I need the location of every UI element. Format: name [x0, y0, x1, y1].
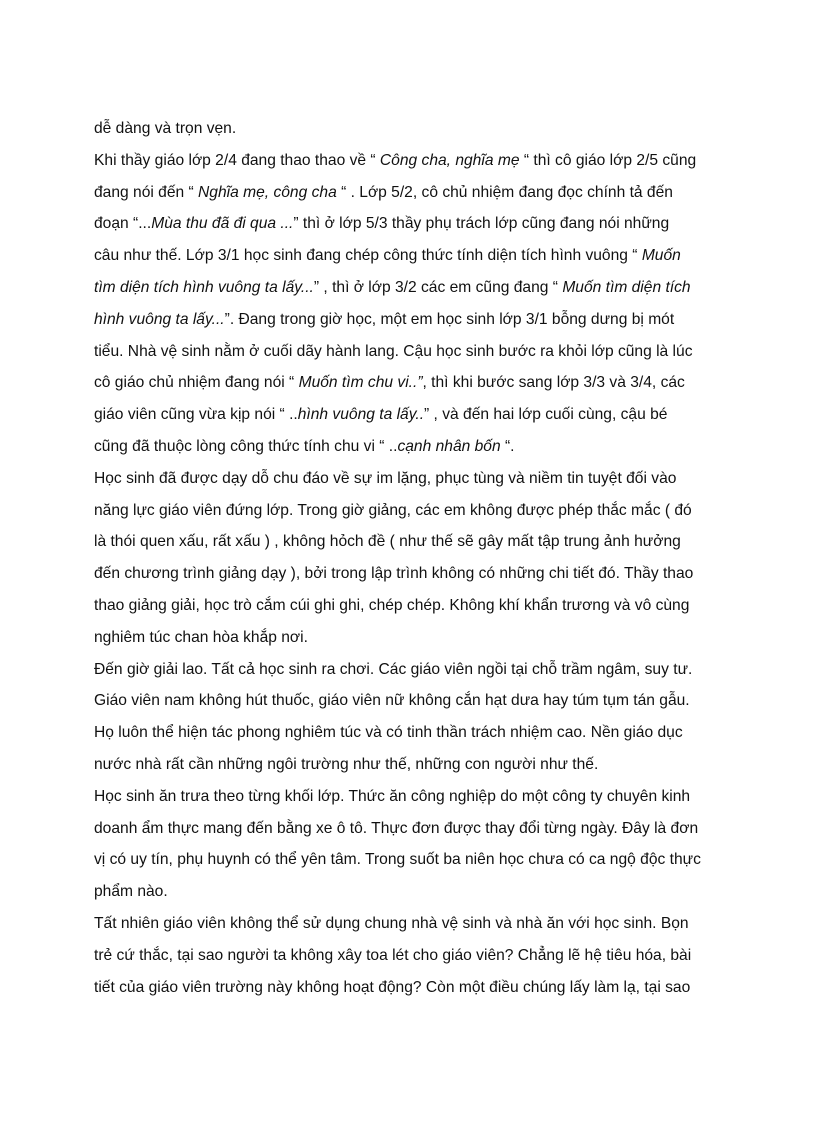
text-line [94, 654, 724, 686]
italic-quote: Muốn [641, 247, 681, 265]
text-run: Học sinh ăn trưa theo từng khối lớp. Thức ăn công nghiệp do một công ty chuyên kinh [94, 787, 691, 805]
text-run: ” , và đến hai lớp cuối cùng, cậu bé [424, 406, 668, 424]
text-run: ” , thì ở lớp 3/2 các em cũng đang “ [313, 278, 563, 296]
text-line [94, 940, 724, 972]
paragraph [94, 113, 724, 145]
text-line [94, 590, 724, 622]
text-run: trẻ cứ thắc, tại sao người ta không xây toa lét cho giáo viên? Chẳng lẽ hệ tiêu hóa, bài [94, 946, 692, 964]
text-line [94, 558, 724, 590]
text-run: tiểu. Nhà vệ sinh nằm ở cuối dãy hành lang. Cậu học sinh bước ra khỏi lớp cũng là lúc [94, 342, 693, 360]
text-line [94, 526, 724, 558]
text-run: cô giáo chủ nhiệm đang nói “ [94, 374, 299, 392]
text-run: thao giảng giải, học trò cắm cúi ghi ghi, chép chép. Không khí khẩn trương và vô cùng [94, 596, 690, 614]
text-run: doanh ẩm thực mang đến bằng xe ô tô. Thực đơn được thay đổi từng ngày. Đây là đơn [94, 819, 699, 837]
text-line [94, 495, 724, 527]
text-run: vị có uy tín, phụ huynh có thể yên tâm. Trong suốt ba niên học chưa có ca ngộ độc thực [94, 851, 701, 869]
text-run: đoạn “... [94, 215, 152, 233]
text-line [94, 813, 724, 845]
text-line [94, 367, 724, 399]
text-line [94, 304, 724, 336]
text-run: “. [500, 437, 515, 455]
text-run: Khi thầy giáo lớp 2/4 đang thao thao về “ [94, 151, 380, 169]
text-line [94, 431, 724, 463]
text-run: nghiêm túc chan hòa khắp nơi. [94, 628, 308, 646]
text-line [94, 908, 724, 940]
text-line [94, 336, 724, 368]
italic-quote: Nghĩa mẹ, công cha [198, 183, 337, 201]
text-line [94, 145, 724, 177]
italic-quote: hình vuông ta lấy... [94, 310, 225, 328]
text-run: “ . Lớp 5/2, cô chủ nhiệm đang đọc chính tả đến [336, 183, 673, 201]
italic-quote: Công cha, nghĩa mẹ [379, 151, 520, 169]
text-run: Giáo viên nam không hút thuốc, giáo viên nữ không cắn hạt dưa hay túm tụm tán gẫu. [94, 692, 690, 710]
text-run: năng lực giáo viên đứng lớp. Trong giờ giảng, các em không được phép thắc mắc ( đó [94, 501, 692, 519]
italic-quote: cạnh nhân bốn [397, 437, 501, 455]
text-line [94, 463, 724, 495]
text-line [94, 749, 724, 781]
text-run: cũng đã thuộc lòng công thức tính chu vi “ .. [94, 437, 398, 455]
document-page [94, 113, 724, 1003]
italic-quote: Mùa thu đã đi qua ... [151, 215, 294, 233]
text-line [94, 208, 724, 240]
text-line [94, 781, 724, 813]
paragraph [94, 463, 724, 654]
paragraph [94, 654, 724, 781]
paragraph [94, 145, 724, 463]
text-run: “ thì cô giáo lớp 2/5 cũng [519, 151, 697, 169]
text-line [94, 272, 724, 304]
text-line [94, 972, 724, 1004]
text-line [94, 685, 724, 717]
text-run: Học sinh đã được dạy dỗ chu đáo về sự im lặng, phục tùng và niềm tin tuyệt đối vào [94, 469, 677, 487]
text-run: câu như thế. Lớp 3/1 học sinh đang chép công thức tính diện tích hình vuông “ [94, 247, 642, 265]
italic-quote: Muốn tìm chu vi..” [298, 374, 423, 392]
text-run: Họ luôn thể hiện tác phong nghiêm túc và có tinh thần trách nhiệm cao. Nền giáo dục [94, 724, 683, 742]
text-line [94, 399, 724, 431]
text-line [94, 844, 724, 876]
text-run: ”. Đang trong giờ học, một em học sinh lớp 3/1 bỗng dưng bị mót [224, 310, 675, 328]
text-line [94, 717, 724, 749]
text-line [94, 113, 724, 145]
text-run: là thói quen xấu, rất xấu ) , không hỏch đề ( như thế sẽ gây mất tập trung ảnh hưởng [94, 533, 681, 551]
text-run: đang nói đến “ [94, 183, 199, 201]
text-run: dễ dàng và trọn vẹn. [94, 120, 237, 137]
text-run: , thì khi bước sang lớp 3/3 và 3/4, các [422, 374, 685, 392]
text-line [94, 240, 724, 272]
text-run: phẩm nào. [94, 883, 168, 901]
italic-quote: tìm diện tích hình vuông ta lấy... [94, 278, 314, 296]
italic-quote: hình vuông ta lấy.. [297, 406, 425, 424]
text-run: Đến giờ giải lao. Tất cả học sinh ra chơi. Các giáo viên ngồi tại chỗ trầm ngâm, suy tư. [94, 660, 693, 678]
text-run: đến chương trình giảng dạy ), bởi trong lập trình không có những chi tiết đó. Thầy thao [94, 565, 694, 583]
text-line [94, 177, 724, 209]
paragraph [94, 908, 724, 1003]
text-run: tiết của giáo viên trường này không hoạt động? Còn một điều chúng lấy làm lạ, tại sao [94, 978, 691, 996]
text-line [94, 876, 724, 908]
italic-quote: Muốn tìm diện tích [562, 278, 691, 296]
text-run: giáo viên cũng vừa kịp nói “ .. [94, 406, 298, 424]
paragraph [94, 781, 724, 908]
text-run: ” thì ở lớp 5/3 thầy phụ trách lớp cũng đang nói những [293, 215, 670, 233]
text-run: nước nhà rất cần những ngôi trường như thế, những con người như thế. [94, 755, 599, 773]
text-line [94, 622, 724, 654]
text-run: Tất nhiên giáo viên không thể sử dụng chung nhà vệ sinh và nhà ăn với học sinh. Bọn [94, 914, 689, 932]
